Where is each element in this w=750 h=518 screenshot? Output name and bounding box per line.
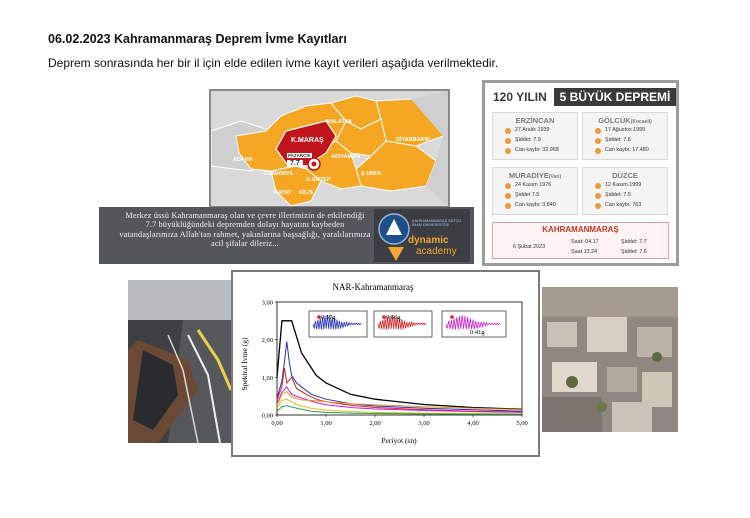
quake-severity: Şiddet: 7.8	[605, 137, 631, 143]
quake-name-main: GÖLCÜK	[598, 116, 631, 125]
logo-text-academy: academy	[416, 246, 457, 257]
quake-name: ERZİNCAN	[515, 116, 555, 125]
chart-x-axis-label: Periyot (sn)	[381, 436, 417, 445]
quake-card-kahramanmaras	[492, 222, 669, 259]
chart-title: NAR-Kahramanmaraş	[332, 282, 414, 292]
quake-name-main: MURADİYE	[508, 171, 549, 180]
map-label-pazarcik: PAZARCIK	[288, 153, 311, 158]
quake-severity-1: Şiddet: 7.7	[621, 239, 647, 245]
severity-icon	[595, 138, 601, 144]
quake-severity: Şiddet 7.5	[515, 192, 540, 198]
map-label-osmaniye: OSMANİYE	[264, 171, 294, 177]
quake-date: 12 Kasım 1999	[605, 182, 642, 188]
casualty-icon	[595, 148, 601, 154]
heading-part-b: 5 BÜYÜK DEPREMİ	[554, 88, 676, 106]
quake-severity-2: Şiddet: 7.6	[621, 249, 647, 255]
calendar-icon	[595, 183, 601, 189]
y-tick-label: 3,00	[261, 299, 273, 307]
chart-svg	[233, 272, 538, 455]
y-tick-label: 1,00	[261, 374, 273, 382]
inset-peak-label: 0.57g	[321, 314, 336, 321]
quake-date: 6 Şubat 2023	[513, 244, 546, 250]
calendar-icon	[505, 128, 511, 134]
quake-name: KAHRAMANMARAŞ	[542, 225, 619, 234]
map-label-gantep: G.ANTEP	[306, 177, 331, 183]
cracked-road-photo	[128, 280, 231, 443]
severity-icon	[505, 138, 511, 144]
x-tick-label: 3,00	[418, 420, 430, 427]
quake-name	[583, 116, 667, 125]
severity-icon	[595, 193, 601, 199]
severity-icon	[505, 193, 511, 199]
y-tick-label: 0,00	[261, 412, 273, 420]
quake-name	[493, 171, 577, 180]
x-tick-label: 2,00	[369, 420, 381, 427]
quake-loss: Can kaybı: 763	[605, 202, 642, 208]
condolence-message: Merkez üssü Kahramanmaraş olan ve çevre illerimizin de etkilendiği 7.7 büyüklüğündeki depremden dolayı hayatını kaybeden vatandaşlarımıza Allah'tan rahmet, yakınlarına başsağlığı, yaralılarımıza acil şifalar dileriz...	[119, 211, 371, 249]
quake-severity: Şiddet: 7.5	[605, 192, 631, 198]
heading-part-a: 120 YILIN	[493, 90, 547, 104]
inset-peak-marker	[450, 315, 454, 319]
map-label-diyarbakir: DİYARBAKIR	[396, 137, 431, 143]
academy-logo	[374, 209, 470, 262]
chart-y-axis-label: Spektral İvme (g)	[240, 337, 249, 391]
region-map	[209, 89, 450, 208]
calendar-icon	[505, 183, 511, 189]
casualty-icon	[505, 203, 511, 209]
logo-small-text: KAHRAMANMARAŞ SÜTÇÜ İMAM ÜNİVERSİTESİ	[412, 219, 462, 228]
quake-date: 27 Aralık 1939	[515, 127, 550, 133]
map-label-malatya: MALATYA	[326, 119, 352, 125]
x-tick-label: 4,00	[467, 420, 479, 427]
x-tick-label: 0,00	[271, 420, 283, 427]
page-subtitle: Deprem sonrasında her bir il için elde edilen ivme kayıt verileri aşağıda verilmektedir.	[48, 56, 499, 70]
map-label-adana: ADANA	[233, 157, 253, 163]
x-tick-label: 1,00	[320, 420, 332, 427]
quake-name: DÜZCE	[612, 171, 638, 180]
quake-date: 24 Kasım 1976	[515, 182, 552, 188]
x-tick-label: 5,00	[516, 420, 528, 427]
quake-date: 17 Ağustos 1999	[605, 127, 646, 133]
earthquakes-infographic	[482, 80, 679, 266]
quake-time-1: Saat: 04.17	[571, 239, 599, 245]
quake-loss: Can kaybı: 3.840	[515, 202, 556, 208]
map-label-kilis: KİLİS	[299, 190, 314, 196]
logo-text-dynamic: dynamic	[408, 235, 449, 246]
response-spectrum-chart	[231, 270, 540, 457]
quake-name-sub: (Van)	[548, 174, 562, 180]
map-label-adiyaman: ADIYAMAN	[331, 154, 361, 160]
casualty-icon	[505, 148, 511, 154]
quake-loss: Can kaybı: 17.480	[605, 147, 649, 153]
map-label-surfa: Ş.URFA	[361, 171, 382, 177]
quake-loss: Can kaybı: 32.968	[515, 147, 559, 153]
map-label-kmaras: K.MARAŞ	[291, 137, 324, 144]
map-label-magnitude: 7.7	[287, 160, 303, 167]
page-title: 06.02.2023 Kahramanmaraş Deprem İvme Kayıtları	[48, 32, 347, 46]
inset-peak-label: 0.66g	[386, 314, 401, 321]
inset-peak-label: 0.41g	[470, 329, 485, 336]
quake-card-golcuk	[582, 112, 668, 160]
y-tick-label: 2,00	[261, 337, 273, 345]
casualty-icon	[595, 203, 601, 209]
quake-card-muradiye	[492, 167, 578, 215]
map-label-hatay: HATAY	[274, 190, 292, 196]
quake-card-duzce	[582, 167, 668, 215]
quake-card-erzincan	[492, 112, 578, 160]
quake-name-sub: (Kocaeli)	[630, 119, 652, 125]
calendar-icon	[595, 128, 601, 134]
map-graphic	[211, 91, 448, 206]
quake-time-2: Saat 13.24	[571, 249, 598, 255]
quake-severity: Şiddet: 7.9	[515, 137, 541, 143]
condolence-banner	[99, 207, 474, 264]
collapsed-buildings-photo	[542, 287, 678, 432]
